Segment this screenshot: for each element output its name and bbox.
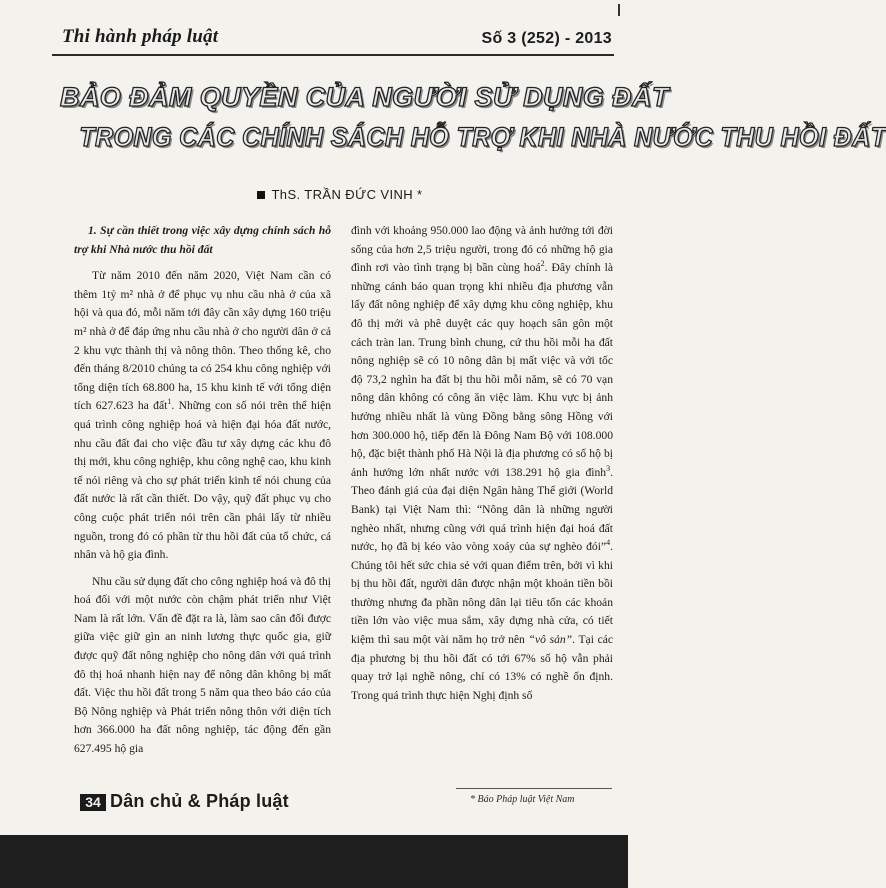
magazine-name: Dân chủ & Pháp luật bbox=[110, 791, 289, 811]
issue-number: Số 3 (252) - 2013 bbox=[481, 30, 612, 47]
paragraph-text: đình với khoảng 950.000 lao động và ảnh hưởng tới đời sống của hơn 2,5 triệu người, trong đó có những hộ gia đình rơi vào tình trạng bị bần cùng hoá bbox=[351, 224, 613, 275]
paragraph-text: . Đây chính là những cánh báo quan trọng khi nhiều địa phương vẫn lấy đất nông nghiệp để xây dựng khu công nghiệp, khu đô thị mới và phê duyệt các quy hoạch sân gôn một cách tràn lan. Trung bình chung, cứ thu hồi mỗi ha đất nông nghiệp sẽ có 10 nông dân bị mất việc và với tốc độ 73,2 nghìn ha đất bị thu hồi mỗi năm, sẽ có 70 vạn nông dân không có công ăn việc làm. Khu vực bị ảnh hưởng nhiều nhất là vùng Đồng bằng sông Hồng với hơn 300.000 hộ, tiếp đến là Đông Nam Bộ với 108.000 hộ, đặc biệt thành phố Hà Nội là địa phương có số hộ bị ảnh hưởng lớn nhất nước với 138.291 hộ gia đình bbox=[351, 261, 613, 479]
article-title-line-2: TRONG CÁC CHÍNH SÁCH HỖ TRỢ KHI NHÀ NƯỚC THU HỒI ĐẤT bbox=[79, 122, 886, 152]
section-heading: 1. Sự cần thiết trong việc xây dựng chính sách hỗ trợ khi Nhà nước thu hồi đất bbox=[74, 224, 331, 256]
square-bullet-icon bbox=[257, 191, 265, 199]
right-column bbox=[351, 222, 613, 705]
paragraph-text: . Theo đánh giá của đại diện Ngân hàng Thế giới (World Bank) tại Việt Nam thì: “Nông dân là những người nghèo nhất, nhưng cũng với quá trình hiện đại hoá đất nước, họ đã bị kéo vào vòng xoáy của sự nghèo đói” bbox=[351, 465, 613, 554]
footnote-ref: 3 bbox=[606, 463, 611, 473]
footnote-ref: 4 bbox=[606, 538, 611, 548]
header-rule bbox=[52, 54, 614, 56]
quoted-term: “vô sản” bbox=[528, 633, 573, 647]
paragraph-text: . Chúng tôi hết sức chia sẻ với quan điểm trên, bởi vì khi bị thu hồi đất, người dân được nhận một khoản tiền bồi thường nhưng đa phần nông dân lại tiêu tốn các khoản tiền lớn vào việc mua sắm, xây dựng nhà cửa, có tiết kiệm thì sau một vài năm họ trở nên bbox=[351, 540, 613, 647]
paragraph-text: Từ năm 2010 đến năm 2020, Việt Nam cần có thêm 1tỷ m² nhà ở để phục vụ nhu cầu nhà ở của xã hội và qua đó, mỗi năm tới đây cần xây dựng 160 triệu m² nhà ở để đáp ứng nhu cầu nhà ở cho người dân ở cả 2 khu vực thành thị và nông thôn. Theo thống kê, cho đến tháng 8/2010 chúng ta có 254 khu công nghiệp với tổng diện tích 68.800 ha, 15 khu kinh tế với tổng diện tích 627.623 ha đất bbox=[74, 269, 331, 413]
author-name: ThS. TRẦN ĐỨC VINH * bbox=[271, 187, 423, 202]
author-footnote: * Báo Pháp luật Việt Nam bbox=[470, 794, 575, 805]
footnote-ref: 2 bbox=[540, 259, 545, 269]
left-column bbox=[74, 222, 331, 759]
section-name: Thi hành pháp luật bbox=[62, 26, 219, 47]
paragraph bbox=[74, 267, 331, 565]
paragraph-text: . Tại các địa phương bị thu hồi đất có tới 67% số hộ vẫn phải quay trở lại nghề nông, chỉ có 13% có nghề ổn định. Trong quá trình thực hiện Nghị định số bbox=[351, 633, 614, 702]
page-number: 34 bbox=[80, 794, 106, 811]
footnote-ref: 1 bbox=[167, 397, 172, 407]
author-byline bbox=[180, 187, 500, 202]
scan-border bbox=[0, 835, 628, 888]
footnote-rule bbox=[456, 788, 612, 789]
paragraph: Nhu cầu sử dụng đất cho công nghiệp hoá và đô thị hoá đối với một nước còn chậm phát triển như Việt Nam là rất lớn. Vấn đề đặt ra là, làm sao cân đối được giữa việc giữ gìn an ninh lương thực quốc gia, giữ được quỹ đất nông nghiệp cho nông dân với quá trình đô thị hoá nhanh hiện nay để nông dân không bị mất đất. Việc thu hồi đất trong 5 năm qua theo báo cáo của Bộ Nông nghiệp và Phát triển nông thôn với diện tích hơn 366.000 ha đất nông nghiệp, tác động đến gần 627.495 hộ gia bbox=[74, 574, 331, 756]
margin-mark bbox=[618, 4, 620, 16]
paragraph-text: . Những con số nói trên thể hiện quá trình công nghiệp hoá và hiện đại hóa đất nước, nhu cầu đất đai cho việc đầu tư xây dựng các khu đô thị mới, khu công nghiệp, khu công nghệ cao, khu kinh tế nói riêng và cho sự phát triển kinh tế nói chung của đất nước là rất cần thiết. Do vậy, quỹ đất phục vụ cho công cuộc phát triển nói trên cần phải lấy từ nhiều nguồn, trong đó có phần từ thu hồi đất của tổ chức, cá nhân và hộ gia đình. bbox=[74, 399, 332, 562]
article-title-line-1: BẢO ĐẢM QUYỀN CỦA NGƯỜI SỬ DỤNG ĐẤT bbox=[60, 82, 669, 112]
paragraph bbox=[351, 222, 613, 705]
